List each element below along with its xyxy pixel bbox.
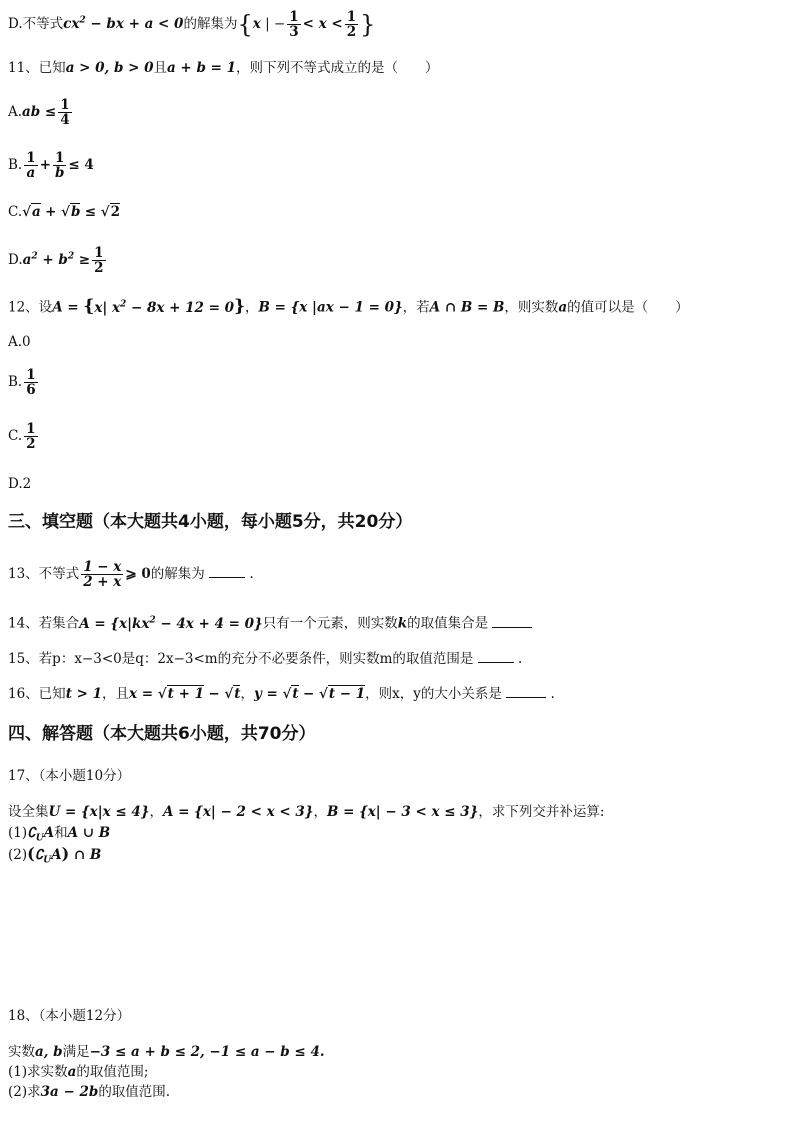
q13-stem: 13、不等式 $\frac{1 - x}{2 + x}$ ⩾ 0的解集为 . — [8, 559, 254, 591]
q17-stem: 设全集U = {x|x ≤ 4}，A = {x| − 2 < x < 3}，B = {x| − 3 < x ≤ 3}，求下列交并补运算: — [8, 804, 605, 820]
q12-option-d: D.2 — [8, 476, 32, 492]
q16-stem: 16、已知t > 1，且x = √t + 1 − √t，y = √t − √t − 1，则x，y的大小关系是 . — [8, 683, 555, 704]
q16-answer-blank[interactable] — [506, 683, 546, 698]
q12-option-c: C. $\frac{1}{2}$ — [8, 421, 36, 453]
section-4-title: 四、解答题（本大题共6小题，共70分） — [8, 724, 316, 744]
q14-answer-blank[interactable] — [492, 613, 532, 628]
q18-part-1: (1)求实数a的取值范围; — [8, 1064, 149, 1080]
q10-d-text: 的解集为 — [183, 16, 238, 33]
q18-part-2: (2)求3a − 2b的取值范围. — [8, 1084, 171, 1100]
q10-option-d: D.不等式$cx^2$ − bx + a < 0的解集为{x | − $\frac{1}{3}$ < x < $\frac{1}{2}$ } — [8, 9, 376, 41]
q10-d-label: D.不等式 — [8, 16, 64, 33]
q14-stem: 14、若集合$A = \{x|kx^2 - 4x + 4 = 0\}$只有一个元素，则实数k的取值集合是 — [8, 610, 532, 634]
q15-answer-blank[interactable] — [478, 648, 514, 663]
q11-option-d: $D.a^2 + b^2$ ≥ $\frac{1}{2}$ — [8, 245, 104, 277]
q18-header: 18、（本小题12分） — [8, 1008, 131, 1024]
q11-option-a: A.ab ≤ $\frac{1}{4}$ — [8, 97, 70, 129]
q10-d-inequality: $cx^2$ − bx + a < 0 — [63, 15, 184, 33]
q18-stem: 实数a, b满足−3 ≤ a + b ≤ 2, −1 ≤ a − b ≤ 4. — [8, 1044, 325, 1060]
q17-header: 17、（本小题10分） — [8, 768, 131, 784]
section-3-title: 三、填空题（本大题共4小题，每小题5分，共20分） — [8, 512, 413, 532]
q15-stem: 15、若p：x−3<0是q：2x−3<m的充分不必要条件，则实数m的取值范围是 . — [8, 648, 522, 669]
q12-stem: 12、设A = {x| $x^2 - 8x + 12 = 0$}，B = {x |ax − 1 = 0}，若A ∩ B = B，则实数a的值可以是（ ） — [8, 296, 689, 317]
q13-answer-blank[interactable] — [209, 563, 245, 578]
q11-option-c: C.√a + √b ≤ √2 — [8, 204, 120, 220]
q12-option-b: B. $\frac{1}{6}$ — [8, 367, 36, 399]
q11-stem: 11、已知a > 0, b > 0且a + b = 1，则下列不等式成立的是（ ） — [8, 60, 439, 76]
q11-option-b: B. $\frac{1}{a}$ + $\frac{1}{b}$ ≤ 4 — [8, 150, 94, 182]
q12-option-a: A.0 — [8, 334, 31, 350]
q17-part-1: $(1)∁_UA$和A ∪ B — [8, 825, 111, 844]
q17-part-2: $(2)(∁_UA)$ ∩ B — [8, 844, 102, 866]
